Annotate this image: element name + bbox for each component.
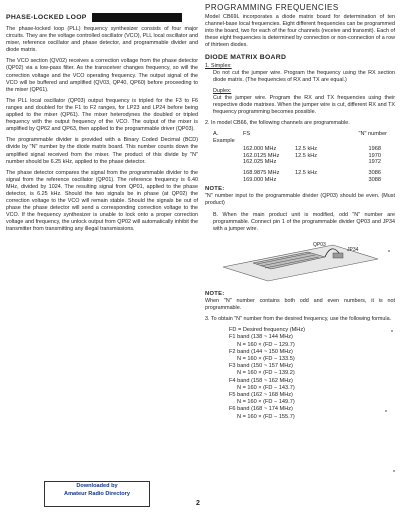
jumper-diagram <box>213 237 383 285</box>
note-text: When "N" number contains both odd and even numbers, it is not programmable. <box>205 297 395 311</box>
formula-line: F2 band (144 ~ 150 MHz) <box>229 348 293 355</box>
item-3-text: 3. To obtain "N" number from the desired frequency, use the following formula. <box>205 316 392 323</box>
item-b-text: B. When the main product unit is modified, odd "N" number are programmable. Connect pin 1 of the programmable divider QP03 and JP34 with a jumper wire. <box>213 211 395 232</box>
item-simplex-text: Do not cut the jumper wire. Program the frequency using the RX section diode matrix. (The frequencies of RX and TX are equal.) <box>213 69 395 83</box>
item-simplex-title: 1. Simplex: <box>205 62 232 69</box>
paragraph: The VCO section (QV02) receives a correction voltage from the phase detector (QP02) via a low-pass filter. As the transceiver changes frequency, so will the correction voltage and the VCO operating frequency. The output signal of the VCO will be buffered and amplified (QV03, QP40, QP60) before proceeding to the mixer (QP61). <box>6 58 198 93</box>
scan-speck <box>385 410 387 412</box>
n-value: 1968 <box>368 146 381 153</box>
formula-line: N = 160 × (FD − 139.2) <box>237 370 295 377</box>
formula-line: F6 band (168 ~ 174 MHz) <box>229 406 293 413</box>
fs-value: 168.9875 MHz <box>243 170 280 177</box>
item-duplex-title: Duplex: <box>213 87 232 94</box>
fs-value: 162.0125 MHz <box>243 152 280 159</box>
circuit-board-illustration <box>213 237 383 285</box>
note-text: "N" number input to the programmable divider (QP03) should be even. (Must product) <box>205 193 395 207</box>
example-table <box>213 131 395 183</box>
formula-line: N = 160 × (FD − 143.7) <box>237 384 295 391</box>
section-heading-pll: PHASE-LOCKED LOOP <box>6 13 87 21</box>
n-value: 3088 <box>368 176 381 183</box>
redacted-bar <box>92 13 182 22</box>
paragraph: The phase-locked loop (PLL) frequency synthesizer consists of four major circuits. They are the voltage controlled oscillator (VCO), PLL local oscillator and mixer, reference oscillator and phase detector, and programmable divider and diode matrix. <box>6 26 198 54</box>
formula-line: N = 160 × (FD − 149.7) <box>237 399 295 406</box>
left-column <box>6 13 198 238</box>
scan-speck <box>388 250 390 252</box>
formula-line: F3 band (150 ~ 157 MHz) <box>229 363 293 370</box>
n-value: 3086 <box>368 170 381 177</box>
spacing-value <box>295 159 323 165</box>
formula-line: N = 160 × (FD − 155.7) <box>237 413 295 420</box>
formula-intro: FD = Desired frequency (MHz) <box>229 327 306 334</box>
spacing-value: 12.5 kHz <box>295 170 318 177</box>
paragraph: The phase detector compares the signal from the programmable divider to the signal from the reference oscillator (QP01). The reference frequency is 6.40 MHz, divided by 1024. The resulting signal from QP01, applied to the phase detector, is 6.25 kHz. Should the two signals be in phase (at QP02) the correction voltage to the VCO will remain stable. Should the signals be out of phase the phase detector will send a corresponding correction voltage to the VCO. If the frequency synthesizer is unable to lock onto a proper correction voltage and frequency, the unlock output from QP02 will automatically inhibit the transmitter from transmitting any illegal transmissions. <box>6 169 198 233</box>
paragraph: Model CB69L incorporates a diode matrix board for determination of ten channel-base local frequencies. Eight different frequencies can be programmed into the board, two for each of the four channels (receive and transmit). Each of these eight frequencies is determined by connection or non-connection of a row of thirteen diodes. <box>205 14 395 49</box>
formula-line: N = 160 × (FD − 133.5) <box>237 356 295 362</box>
note-title: NOTE: <box>205 290 225 297</box>
spacing-value: 12.5 kHz <box>295 146 318 153</box>
diagram-label-jp34: JP34 <box>347 246 359 253</box>
paragraph: The PLL local oscillator (QP03) output frequency is tripled for the F3 to F6 ranges and doubled for the F1 to F2 ranges, for LP23 and LP24 before being applied to the mixer (QP61). The mixer heterodynes the doubled or tripled frequency with the output frequency of the VCO. The output of the mixer is amplified by QP62 and QP63, then applied to the programmable driver (QP03). <box>6 97 198 133</box>
fs-value: 162.000 MHz <box>243 146 277 153</box>
download-stamp <box>44 481 150 507</box>
formula-list <box>229 327 395 421</box>
n-value: 1970 <box>368 152 381 159</box>
fs-value: 162.025 MHz <box>243 159 277 166</box>
formula-line: F4 band (158 ~ 162 MHz) <box>229 377 293 384</box>
right-column <box>205 4 395 421</box>
section-heading-diode-matrix: DIODE MATRIX BOARD <box>205 53 287 61</box>
scan-speck <box>393 470 395 472</box>
page-number: 2 <box>196 500 200 507</box>
formula-line: F1 band (138 ~ 144 MHz) <box>229 334 293 341</box>
example-label: A. Example <box>213 131 235 144</box>
item-duplex-text: Cut the jumper wire. Program the RX and TX frequencies using their respective diode matrixes. When the jumper wire is cut, different RX and TX frequency programming becomes possible. <box>213 95 395 116</box>
section-heading-programming: PROGRAMMING FREQUENCIES <box>205 3 339 12</box>
formula-line: F5 band (162 ~ 168 MHz) <box>229 392 293 399</box>
diagram-label-qp03: QP03 <box>313 241 326 248</box>
stamp-line: Amateur Radio Directory <box>64 491 130 497</box>
formula-line: N = 160 × (FD − 129.7) <box>237 341 295 348</box>
fs-value: 169.000 MHz <box>243 176 277 183</box>
item-2-text: 2. In model CB66, the following channels are programmable. <box>205 120 350 127</box>
n-value: 1972 <box>368 159 381 166</box>
paragraph: The programmable divider is provided with a Binary Coded Decimal (BCD) divide by "N" number by the diode matrix board. This number counts down the amplified signal received from the mixer. The product of this divide by "N" number should be 6.25 kHz, applied to the phase detector. <box>6 137 198 165</box>
spacing-value: 12.5 kHz <box>295 152 318 159</box>
scan-speck <box>391 330 393 332</box>
fs-header: FS <box>243 131 251 138</box>
note-title: NOTE: <box>205 186 225 193</box>
stamp-line: Downloaded by <box>76 483 118 489</box>
n-header: "N" number <box>358 131 387 138</box>
spacing-value <box>295 177 323 183</box>
